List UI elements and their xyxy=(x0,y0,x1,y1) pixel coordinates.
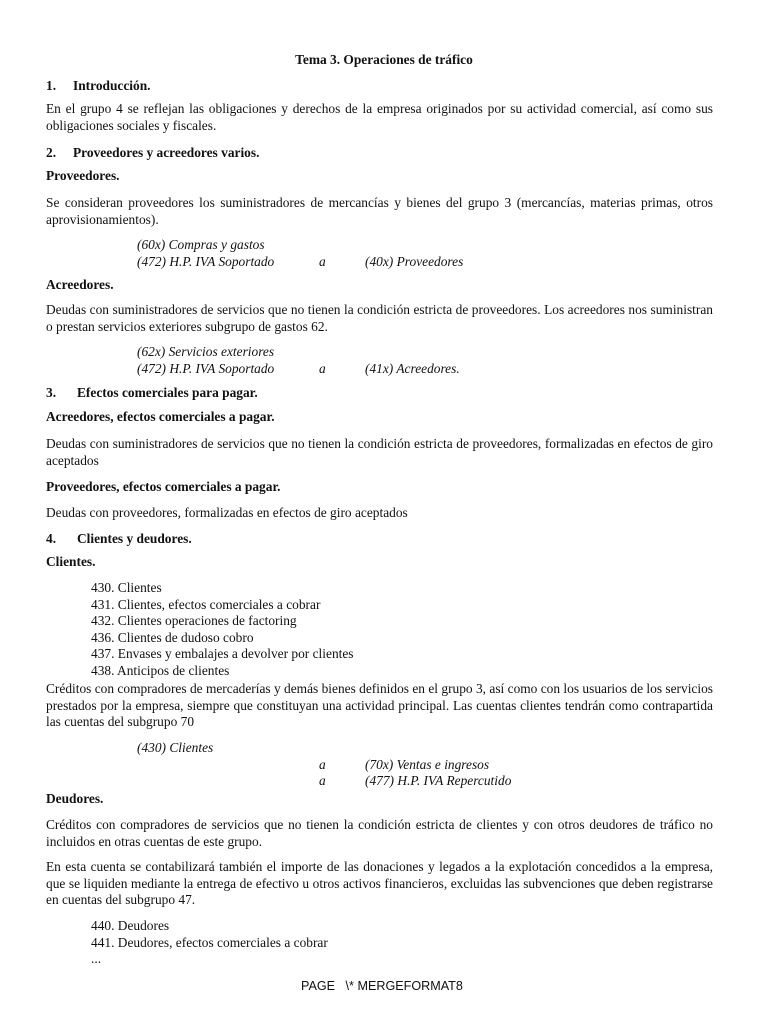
acreedores-heading: Acreedores. xyxy=(46,277,114,292)
section-3-heading xyxy=(46,385,713,401)
section-4-heading xyxy=(46,531,713,547)
deudores-account-list xyxy=(91,918,328,968)
section-1-paragraph: En el grupo 4 se reflejan las obligaciones y derechos de la empresa originados por su actividad comercial, así como sus obligaciones sociales y fiscales. xyxy=(46,101,713,133)
clientes-journal-entry xyxy=(0,740,768,790)
acreedores-efectos-heading: Acreedores, efectos comerciales a pagar. xyxy=(46,409,275,424)
proveedores-efectos-paragraph: Deudas con proveedores, formalizadas en efectos de giro aceptados xyxy=(46,505,408,520)
list-item: 431. Clientes, efectos comerciales a cobrar xyxy=(91,596,321,612)
section-4-number: 4. xyxy=(46,531,57,546)
proveedores-heading: Proveedores. xyxy=(46,168,120,183)
page-footer-field: PAGE \* MERGEFORMAT8 xyxy=(301,979,463,993)
list-item: 438. Anticipos de clientes xyxy=(91,662,230,678)
list-item: 441. Deudores, efectos comerciales a cobrar xyxy=(91,934,328,950)
entry-debit-line: (472) H.P. IVA Soportado xyxy=(137,360,275,376)
deudores-paragraph-1: Créditos con compradores de servicios que no tienen la condición estricta de clientes y con otros deudores de tráfico no incluidos en otras cuentas de este grupo. xyxy=(46,817,713,849)
entry-debit-line: (62x) Servicios exteriores xyxy=(137,344,275,359)
deudores-heading: Deudores. xyxy=(46,791,104,806)
list-item: 430. Clientes xyxy=(91,580,162,595)
acreedores-efectos-paragraph: Deudas con suministradores de servicios que no tienen la condición estricta de proveedores, formalizadas en efectos de giro aceptados xyxy=(46,436,713,468)
section-1-heading xyxy=(46,78,713,94)
list-item: 437. Envases y embalajes a devolver por clientes xyxy=(91,646,354,662)
section-2-title: Proveedores y acreedores varios. xyxy=(73,145,260,160)
acreedores-journal-entry xyxy=(0,344,768,377)
entry-debit-line: (472) H.P. IVA Soportado xyxy=(137,253,275,269)
proveedores-journal-entry xyxy=(0,237,768,270)
clientes-paragraph: Créditos con compradores de mercaderías y demás bienes definidos en el grupo 3, así como con los usuarios de los servicios prestados por la empresa, siempre que constituyan una actividad principal. Las cuentas clientes tendrán como contrapartida las cuentas del subgrupo 70 xyxy=(46,681,713,730)
clientes-heading: Clientes. xyxy=(46,554,96,569)
entry-credit-line: (477) H.P. IVA Repercutido xyxy=(365,773,512,789)
list-item: 440. Deudores xyxy=(91,918,170,933)
entry-debit-line: (430) Clientes xyxy=(137,740,214,755)
entry-a-connector: a xyxy=(319,360,326,376)
acreedores-paragraph: Deudas con suministradores de servicios que no tienen la condición estricta de proveedores. Los acreedores nos suministran o prestan servicios exteriores subgrupo de gastos 62. xyxy=(46,302,713,334)
deudores-paragraph-2: En esta cuenta se contabilizará también el importe de las donaciones y legados a la explotación concedidos a la empresa, que se liquiden mediante la entrega de efectivo u otros activos financieros, excluidas las subvenciones que deben registrarse en cuentas del subgrupo 47. xyxy=(46,859,713,908)
section-3-title: Efectos comerciales para pagar. xyxy=(77,385,258,400)
section-4-title: Clientes y deudores. xyxy=(77,531,192,546)
list-item: ... xyxy=(91,951,102,967)
entry-a-connector: a xyxy=(319,253,326,269)
entry-credit-line: (41x) Acreedores. xyxy=(365,360,460,376)
section-3-number: 3. xyxy=(46,385,57,400)
list-item: 436. Clientes de dudoso cobro xyxy=(91,629,254,645)
entry-a-connector: a xyxy=(319,756,326,772)
entry-debit-line: (60x) Compras y gastos xyxy=(137,237,265,252)
entry-credit-line: (70x) Ventas e ingresos xyxy=(365,756,490,772)
section-1-number: 1. xyxy=(46,78,57,93)
section-2-number: 2. xyxy=(46,145,57,160)
section-2-heading xyxy=(46,145,713,161)
entry-credit-line: (40x) Proveedores xyxy=(365,253,464,269)
list-item: 432. Clientes operaciones de factoring xyxy=(91,613,297,629)
entry-a-connector: a xyxy=(319,773,326,789)
page-title: Tema 3. Operaciones de tráfico xyxy=(295,52,473,67)
proveedores-paragraph: Se consideran proveedores los suministradores de mercancías y bienes del grupo 3 (mercancías, materias primas, otros aprovisionamientos). xyxy=(46,195,713,227)
clientes-account-list xyxy=(91,580,354,680)
proveedores-efectos-heading: Proveedores, efectos comerciales a pagar. xyxy=(46,479,281,494)
section-1-title: Introducción. xyxy=(73,78,151,93)
